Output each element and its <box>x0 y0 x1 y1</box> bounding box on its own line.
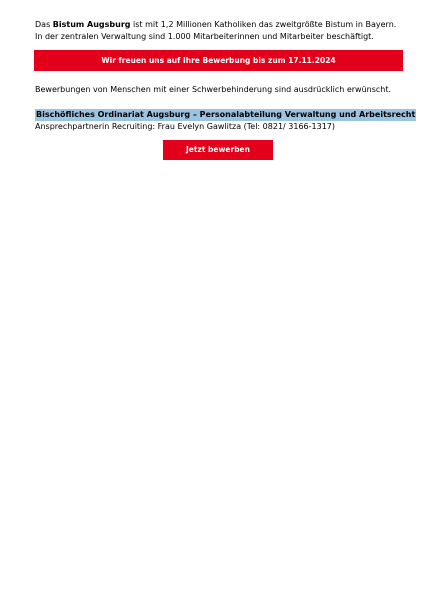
intro-line-1-suffix: ist mit 1,2 Millionen Katholiken das zweitgrößte Bistum in Bayern. <box>130 20 397 29</box>
recruiting-contact: Ansprechpartnerin Recruiting: Frau Evelyn Gawlitza (Tel: 0821/ 3166-1317) <box>35 122 335 131</box>
organization-block <box>35 109 415 133</box>
disability-welcome-text: Bewerbungen von Menschen mit einer Schwerbehinderung sind ausdrücklich erwünscht. <box>35 85 392 94</box>
intro-line-1 <box>35 19 415 31</box>
deadline-banner: Wir freuen uns auf Ihre Bewerbung bis zum 17.11.2024 <box>34 50 403 71</box>
intro-line-2: In der zentralen Verwaltung sind 1.000 Mitarbeiterinnen und Mitarbeiter beschäftigt. <box>35 32 374 41</box>
intro-line-1-prefix: Das <box>35 20 53 29</box>
apply-now-button[interactable]: Jetzt bewerben <box>163 140 273 160</box>
diocese-name: Bistum Augsburg <box>52 20 131 29</box>
organization-name: Bischöfliches Ordinariat Augsburg – Personalabteilung Verwaltung und Arbeitsrecht <box>36 110 416 119</box>
intro-text <box>35 19 415 43</box>
